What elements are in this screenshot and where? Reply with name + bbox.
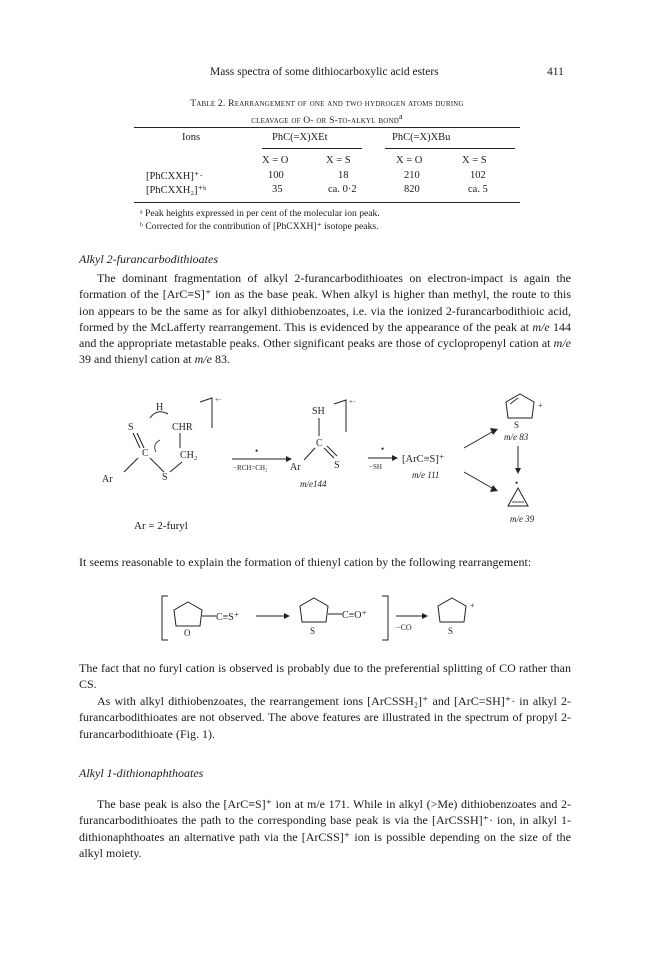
col-ions: Ions bbox=[182, 132, 201, 143]
paragraph bbox=[79, 270, 571, 368]
row-ion: [PhCXXH]⁺· bbox=[146, 171, 203, 182]
table-caption-line1: Rearrangement of one and two hydrogen atoms during bbox=[228, 98, 464, 109]
charge-label: +· bbox=[349, 398, 356, 406]
thienyl-ring bbox=[438, 598, 466, 622]
s-label: S bbox=[162, 472, 168, 483]
cell: ca. 5 bbox=[468, 184, 488, 195]
group1-rule bbox=[262, 148, 362, 149]
plus-label: + bbox=[470, 601, 475, 610]
thiobenzoyl-ion-label: [ArC≡S]⁺ bbox=[402, 454, 445, 465]
thiophene-ring bbox=[300, 598, 328, 622]
text-run: The base peak is also the [ArC≡S]⁺ ion at m/e 171. While in alkyl (>Me) dithiobenzoates and 2-furancarbodithioates the path to the corresponding base peak is via the [ArCSSH]⁺· ion, in alkyl 1-dithionaphthoates an alternative path via the [ArCSS]⁺ ion is possible depending on the size of the alkyl moiety. bbox=[79, 797, 571, 860]
bond bbox=[324, 448, 334, 458]
col-group-2: PhC(=X)XBu bbox=[392, 132, 451, 143]
loss-co-label: −CO bbox=[396, 623, 412, 632]
left-bracket bbox=[162, 596, 168, 640]
me-83-label: m/e 83 bbox=[504, 432, 529, 442]
loss-label: −RCH=CH₂ bbox=[233, 464, 268, 472]
s-label: S bbox=[128, 422, 134, 433]
text-run: It seems reasonable to explain the formation of thienyl cation by the following rearrangement: bbox=[79, 555, 532, 569]
heading-name: 2-furancarbodithioates bbox=[106, 252, 218, 266]
s-label: S bbox=[448, 626, 454, 636]
table-footnote-a: ᵃ Peak heights expressed in per cent of the molecular ion peak. bbox=[140, 208, 380, 219]
bond bbox=[327, 446, 337, 456]
cell: ca. 0·2 bbox=[328, 184, 357, 195]
bond bbox=[150, 458, 164, 472]
text-run: The fact that no furyl cation is observed is probably due to the preferential splitting of CO rather than CS. bbox=[79, 661, 571, 692]
charge-label: +· bbox=[215, 396, 222, 404]
arrowhead bbox=[515, 468, 521, 474]
paragraph bbox=[79, 693, 571, 742]
ar-label: Ar bbox=[290, 462, 301, 473]
table-caption bbox=[134, 97, 520, 127]
o-label: O bbox=[184, 628, 191, 638]
cell: 210 bbox=[404, 170, 420, 181]
section-heading-dithionaphthoates bbox=[79, 766, 203, 781]
bracket bbox=[334, 400, 346, 432]
page-number: 411 bbox=[547, 66, 564, 78]
table-caption-line2: cleavage of O- or S-to-alkyl bond bbox=[251, 115, 400, 127]
table-bottom-rule bbox=[134, 202, 520, 203]
heading-prefix: Alkyl bbox=[79, 766, 107, 780]
paragraph bbox=[79, 660, 571, 693]
arrowhead bbox=[490, 428, 498, 435]
cell: 820 bbox=[404, 184, 420, 195]
me-italic: m/e bbox=[194, 352, 212, 367]
arrowhead bbox=[490, 485, 498, 492]
running-head bbox=[0, 66, 648, 82]
sub-col: X = S bbox=[462, 155, 487, 166]
sub-col: X = O bbox=[396, 155, 423, 166]
me-144-label: m/e144 bbox=[300, 479, 327, 489]
bond bbox=[133, 433, 140, 448]
heading-prefix: Alkyl bbox=[79, 252, 107, 266]
s-label: S bbox=[334, 460, 340, 471]
table-top-rule bbox=[134, 127, 520, 128]
c-label: C bbox=[142, 448, 149, 459]
me-italic: m/e bbox=[553, 336, 571, 351]
table-label: Table 2. bbox=[190, 98, 226, 109]
branch-arrow-up bbox=[464, 432, 492, 448]
running-title: Mass spectra of some dithiocarboxylic acid esters bbox=[210, 66, 439, 78]
heading-name: 1-dithionaphthoates bbox=[106, 766, 204, 780]
loss-label: −SH bbox=[369, 463, 382, 471]
cell: 100 bbox=[268, 170, 284, 181]
furan-ring bbox=[174, 602, 202, 626]
text-run: 39 and thienyl cation at bbox=[79, 352, 195, 367]
c-label: C bbox=[316, 438, 323, 449]
text-run: The dominant fragmentation of alkyl 2-furancarbodithioates on electron-impact is again the formation of the [ArC≡S]⁺ ion as the base peak. When alkyl is higher than methyl, the route to this ion appears to be the same as for alkyl dithiobenzoates, i.e. via the ionized 2-furancarbodithioic acid, formed by the McLafferty rearrangement. This is evidenced by the appearance of the peak at bbox=[79, 271, 571, 334]
me-39-label: m/e 39 bbox=[510, 514, 535, 524]
text-run: 83. bbox=[211, 352, 230, 367]
branch-arrow-down bbox=[464, 472, 492, 488]
thiocarbonyl-label: C≡S⁺ bbox=[216, 612, 240, 623]
ch2-label: CH₂ bbox=[180, 450, 198, 461]
chr-label: CHR bbox=[172, 422, 193, 433]
plus-label: + bbox=[538, 401, 543, 410]
group2-rule bbox=[385, 148, 515, 149]
row-ion: [PhCXXH₂]⁺ᵇ bbox=[146, 185, 207, 196]
cell: 102 bbox=[470, 170, 486, 181]
arrowhead bbox=[392, 455, 398, 461]
h-label: H bbox=[156, 402, 164, 413]
cell: 18 bbox=[338, 170, 349, 181]
dot-label: • bbox=[381, 444, 385, 454]
bracket bbox=[200, 398, 212, 428]
table-caption-note-mark: a bbox=[399, 112, 403, 121]
sub-col: X = O bbox=[262, 155, 289, 166]
bond bbox=[137, 433, 144, 448]
bond bbox=[124, 458, 138, 472]
s-label: S bbox=[514, 420, 520, 430]
section-heading-furancarbodithioates bbox=[79, 252, 218, 267]
rearrangement-scheme bbox=[160, 590, 520, 646]
s-label: S bbox=[310, 626, 316, 636]
paragraph bbox=[79, 554, 571, 570]
electron-arrow bbox=[155, 440, 160, 452]
ar-label: Ar bbox=[102, 474, 113, 485]
thienyl-ring bbox=[506, 394, 534, 418]
sh-label: SH bbox=[312, 406, 325, 417]
col-group-1: PhC(=X)XEt bbox=[272, 132, 328, 143]
text-run: 144 and the appropriate metastable peaks. Other significant peaks are those of cyclopropenyl cation at bbox=[79, 319, 572, 351]
ar-definition: Ar = 2-furyl bbox=[134, 520, 188, 532]
text-run: As with alkyl dithiobenzoates, the rearrangement ions [ArCSSH₂]⁺ and [ArC=SH]⁺· in alkyl 2-furancarbodithioates are not observed. The above features are illustrated in the spectrum of propyl 2-furancarbodithioate (Fig. 1). bbox=[79, 694, 571, 741]
bond bbox=[170, 462, 182, 472]
table-footnote-b: ᵇ Corrected for the contribution of [PhCXXH]⁺ isotope peaks. bbox=[140, 221, 379, 232]
dot-label: • bbox=[255, 446, 259, 456]
me-111-label: m/e 111 bbox=[412, 470, 440, 480]
fragmentation-scheme bbox=[72, 388, 582, 528]
carbonyl-label: C≡O⁺ bbox=[342, 610, 367, 621]
paragraph bbox=[79, 796, 571, 861]
dot-label: • bbox=[515, 478, 519, 488]
cyclopropenyl-ring bbox=[508, 488, 528, 506]
sub-col: X = S bbox=[326, 155, 351, 166]
me-italic: m/e bbox=[532, 319, 550, 334]
arrowhead bbox=[422, 613, 428, 619]
bond bbox=[304, 448, 315, 460]
cell: 35 bbox=[272, 184, 283, 195]
arrowhead bbox=[284, 613, 290, 619]
right-bracket bbox=[382, 596, 388, 640]
